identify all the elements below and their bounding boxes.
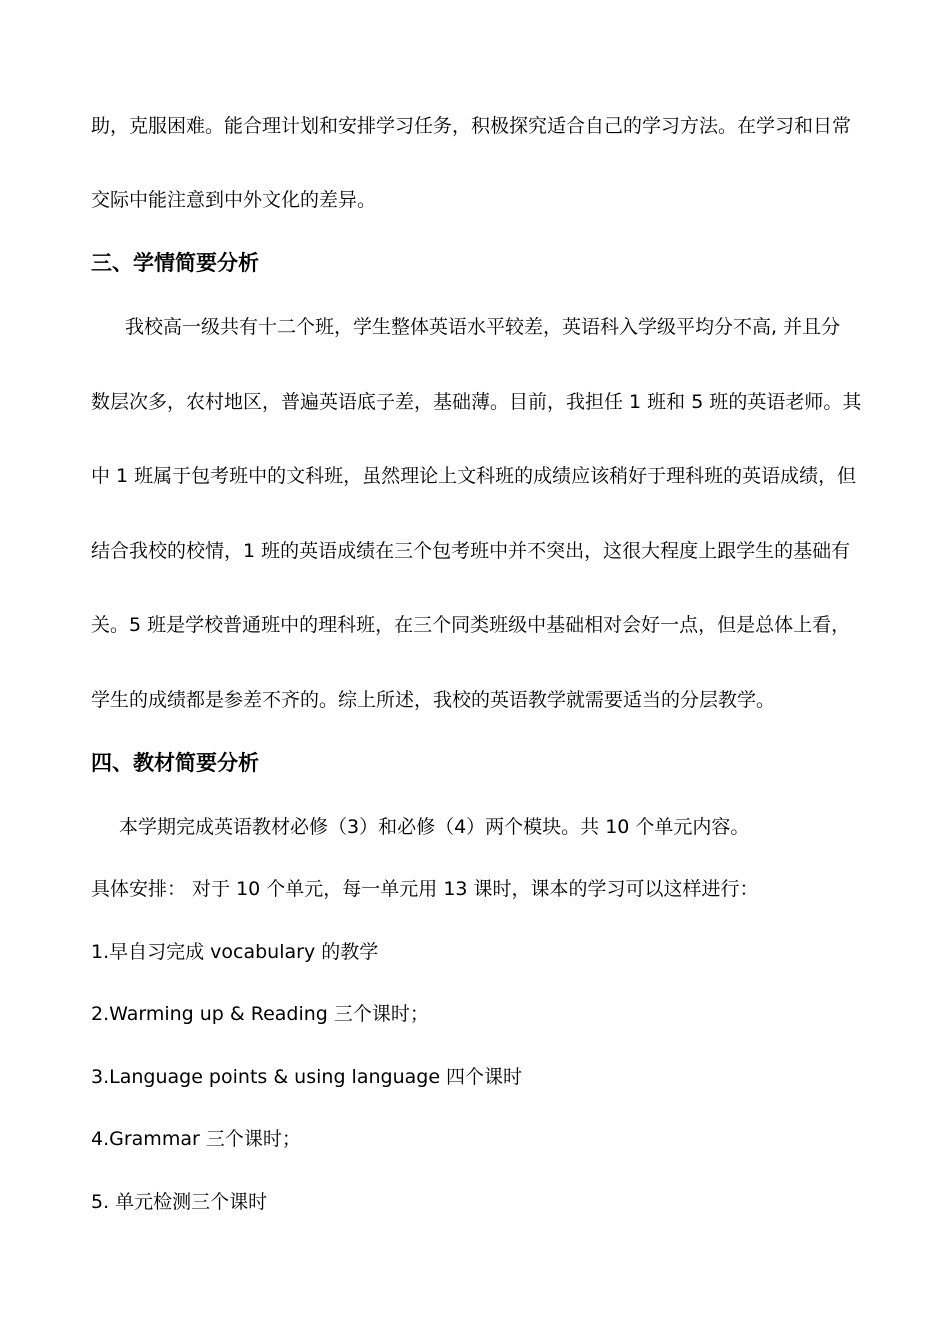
list-item: 5. 单元检测三个课时 bbox=[91, 1191, 268, 1213]
paragraph-line: 助，克服困难。能合理计划和安排学习任务，积极探究适合自己的学习方法。在学习和日常 bbox=[91, 115, 852, 137]
paragraph-line: 结合我校的校情，1 班的英语成绩在三个包考班中并不突出，这很大程度上跟学生的基础有 bbox=[91, 540, 851, 562]
section-heading: 三、学情简要分析 bbox=[91, 251, 259, 275]
paragraph-line: 中 1 班属于包考班中的文科班，虽然理论上文科班的成绩应该稍好于理科班的英语成绩，但 bbox=[91, 465, 857, 487]
paragraph-line: 学生的成绩都是参差不齐的。综上所述，我校的英语教学就需要适当的分层教学。 bbox=[91, 689, 776, 711]
section-heading: 四、教材简要分析 bbox=[91, 751, 259, 775]
list-item: 2.Warming up & Reading 三个课时； bbox=[91, 1003, 429, 1025]
paragraph-line: 我校高一级共有十二个班，学生整体英语水平较差，英语科入学级平均分不高, 并且分 bbox=[125, 316, 841, 338]
paragraph-line: 具体安排： 对于 10 个单元，每一单元用 13 课时，课本的学习可以这样进行： bbox=[91, 878, 759, 900]
list-item: 4.Grammar 三个课时； bbox=[91, 1128, 301, 1150]
paragraph-line: 交际中能注意到中外文化的差异。 bbox=[91, 189, 377, 211]
list-item: 3.Language points & using language 四个课时 bbox=[91, 1066, 523, 1088]
paragraph-line: 关。5 班是学校普通班中的理科班，在三个同类班级中基础相对会好一点，但是总体上看， bbox=[91, 614, 851, 636]
paragraph-line: 数层次多，农村地区，普遍英语底子差，基础薄。目前，我担任 1 班和 5 班的英语老师。其 bbox=[91, 391, 862, 413]
paragraph-line: 本学期完成英语教材必修（3）和必修（4）两个模块。共 10 个单元内容。 bbox=[119, 816, 750, 838]
list-item: 1.早自习完成 vocabulary 的教学 bbox=[91, 941, 379, 963]
